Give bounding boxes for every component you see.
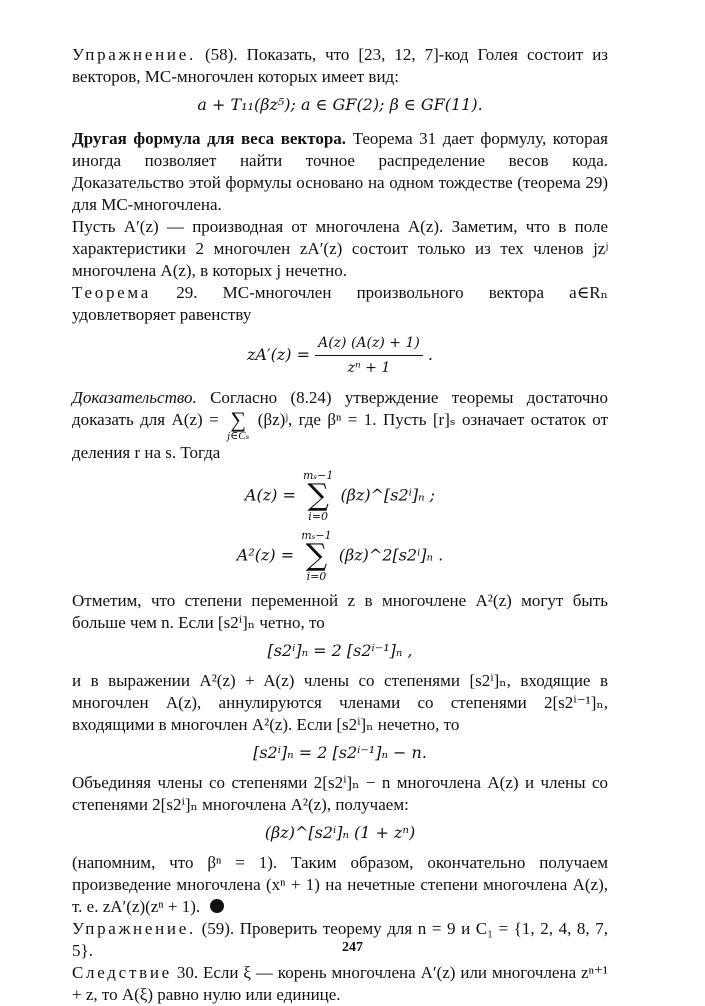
equation-even: [s2ⁱ]ₙ = 2 [s2ⁱ⁻¹]ₙ , [267,641,413,660]
theorem-29-formula [72,332,608,379]
fraction-denominator: zⁿ + 1 [347,360,391,376]
section-text: Теорема 31 дает формулу, которая иногда позволяет найти точное распределение весов кода. Доказательство этой формулы основано на одном тождестве (теорема 29) для МС-многочлена. [72,129,608,214]
page-number: 247 [342,940,363,955]
exercise-label: Упражнение. [72,919,196,938]
section-heading: Другая формула для веса вектора. [72,129,347,148]
formula-end: . [427,345,434,364]
sum-upper: mₛ−1 [301,529,332,542]
eq-A2-lhs: A²(z) = [236,545,295,565]
eq-A2-body: (βz)^2[s2ⁱ]ₙ . [338,545,444,565]
eq-A-body: (βz)^[s2ⁱ]ₙ ; [340,485,436,505]
theorem-label: Теорема [72,283,152,302]
equation-A2 [72,530,608,582]
proof-text-2: (βz)ʲ, где βⁿ = 1. Пусть [r]ₛ означает остаток от деления r на s. Тогда [72,410,609,462]
corollary-30 [72,962,608,1006]
proof-label: Доказательство. [72,388,197,407]
theorem-text: 29. МС-многочлен произвольного вектора a∈Rₙ удовлетворяет равенству [72,283,608,324]
theorem-29 [72,282,608,326]
combine-paragraph: Объединяя члены со степенями 2[s2ⁱ]ₙ − n многочлена A(z) и члены со степенями 2[s2ⁱ]ₙ многочлена A²(z), получаем: [72,773,608,814]
proof-paragraph [72,387,608,464]
conclusion-text: (напомним, что βⁿ = 1). Таким образом, окончательно получаем произведение многочлена (xⁿ + 1) на нечетные степени многочлена A(z), т. е. zA′(z)(zⁿ + 1). [72,853,608,916]
sum-subscript: j∈Cₛ [227,430,250,442]
corollary-text: 30. Если ξ — корень многочлена A′(z) или многочлена zⁿ⁺¹ + z, то A(ξ) равно нулю или единице. [72,963,608,1004]
sum-symbol: mₛ−1 ∑ i=0 [302,469,334,523]
eq-A-lhs: A(z) = [244,485,296,505]
exercise-text: (59). Проверить теорему для n = 9 и C₁ = {1, 2, 4, 8, 7, 5}. [72,919,609,960]
derivative-paragraph: Пусть A′(z) — производная от многочлена A(z). Заметим, что в поле характеристики 2 многочлен zA′(z) состоит только из тех членов jzʲ многочлена A(z), в которых j нечетно. [72,217,608,280]
cancel-paragraph: и в выражении A²(z) + A(z) члены со степенями [s2ⁱ]ₙ, входящие в многочлен A(z), аннулируются членами со степенями 2[s2ⁱ⁻¹]ₙ, входящими в многочлен A²(z). Если [s2ⁱ]ₙ нечетно, то [72,671,608,734]
conclusion-paragraph [72,852,608,918]
corollary-label: Следствие [72,963,172,982]
formula-lhs: zA′(z) = [246,345,310,364]
section-paragraph [72,128,608,216]
golay-formula: a + T₁₁(βz⁵); a ∈ GF(2); β ∈ GF(11). [197,95,483,114]
fraction-numerator: A(z) (A(z) + 1) [315,332,423,356]
equation-product: (βz)^[s2ⁱ]ₙ (1 + zⁿ) [264,823,416,842]
exercise-label: Упражнение. [72,45,196,64]
proof-text-1: Согласно (8.24) утверждение теоремы достаточно доказать для A(z) = [72,388,608,429]
equation-A [72,470,608,522]
sum-lower: i=0 [308,510,329,523]
equation-odd: [s2ⁱ]ₙ = 2 [s2ⁱ⁻¹]ₙ − n. [253,743,427,762]
sum-symbol: ∑ j∈Cₛ [227,407,250,442]
note-paragraph: Отметим, что степени переменной z в многочлене A²(z) могут быть больше чем n. Если [s2ⁱ]ₙ четно, то [72,591,608,632]
sum-lower: i=0 [306,570,327,583]
sum-symbol: mₛ−1 ∑ i=0 [301,529,332,583]
exercise-text: (58). Показать, что [23, 12, 7]-код Голея состоит из векторов, МС-многочлен которых имеет вид: [72,45,609,86]
end-of-proof-icon [210,899,224,913]
sum-upper: mₛ−1 [302,469,334,482]
fraction [315,332,423,379]
exercise-58 [72,44,608,88]
book-page [72,44,608,1006]
